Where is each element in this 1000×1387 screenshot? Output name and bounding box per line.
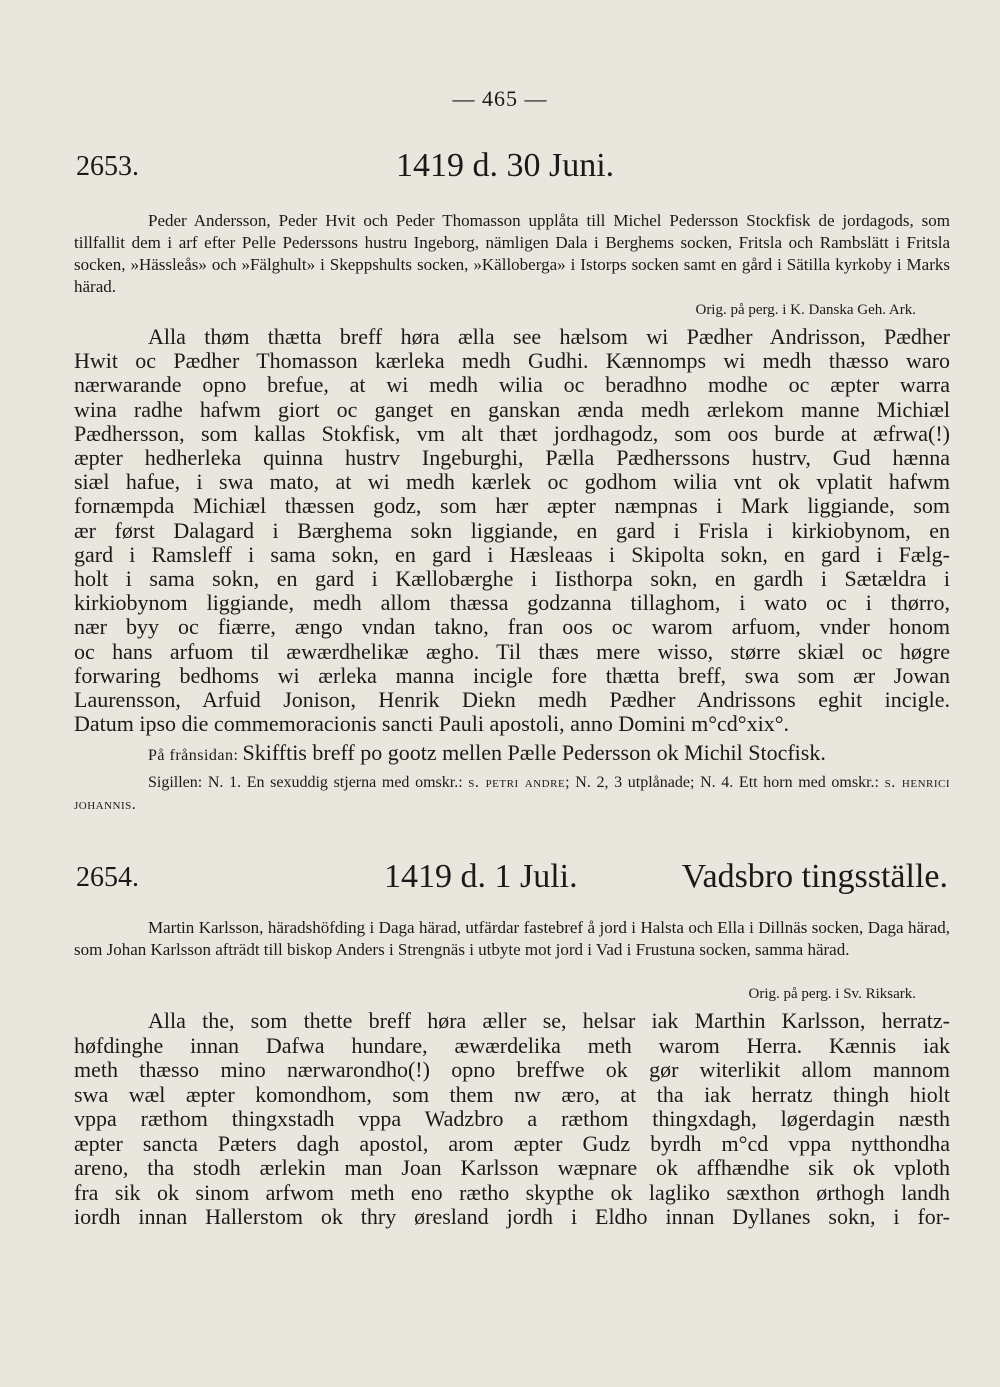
text-line: oc hans arfuom til æwærdhelikæ ægho. Til thæs mere wisso, større skiæl oc høgre bbox=[74, 638, 950, 664]
text-line: æpter sancta Pæters dagh apostol, arom æpter Gudz byrdh m°cd vppa nytthondha bbox=[74, 1130, 950, 1156]
seals-intro: Sigillen: N. 1. En sexuddig stjerna med omskr.: bbox=[148, 774, 463, 791]
text-line: nær byy oc fiærre, ængo vndan takno, fran oos oc warom arfuom, vnder honom bbox=[74, 614, 950, 640]
text-line: areno, tha stodh ærlekin man Joan Karlsson wæpnare ok affhændhe sik ok vploth bbox=[74, 1155, 950, 1180]
backside-label: På frånsidan: bbox=[148, 747, 239, 764]
regest-text: Martin Karlsson, häradshöfding i Daga härad, utfärdar fastebref å jord i Halsta och Ella i Dillnäs socken, Daga härad, som Johan Karlsson afträdt till biskop Anders i Strengnäs i utbyte mot jord i Vad i Frustuna socken, samma härad. bbox=[74, 918, 950, 959]
source-note-2654: Orig. på perg. i Sv. Riksark. bbox=[748, 986, 916, 1002]
text-line: wina radhe hafwm giort oc ganget en ganskan ænda medh ærlekom manne Michiæl bbox=[74, 396, 950, 422]
page-number: — 465 — bbox=[452, 86, 548, 111]
text-line: Datum ipso die commemoracionis sancti Pauli apostoli, anno Domini m°cd°xix°. bbox=[74, 711, 790, 737]
entry-header-2653 bbox=[74, 145, 954, 189]
regest-2653 bbox=[74, 210, 950, 298]
text-line: høfdinghe innan Dafwa hundare, æwærdelika meth warom Herra. Kænnis iak bbox=[74, 1032, 950, 1058]
text-line: swa wæl æpter komondhom, som them nw æro, at tha iak herratz thingh hiolt bbox=[74, 1081, 950, 1107]
seals-end: . bbox=[131, 796, 136, 813]
text-line: kirkiobynom liggiande, medh allom thæssa godzanna tillaghom, i wato oc i thørro, bbox=[74, 590, 950, 616]
entry-date: 1419 d. 1 Juli. bbox=[384, 858, 578, 895]
text-line: ær først Dalagard i Bærghema sokn liggiande, en gard i Frisla i kirkiobynom, en bbox=[74, 517, 950, 543]
seals-note-2653 bbox=[74, 772, 950, 816]
text-line: Alla thøm thætta breff høra ælla see hælsom wi Pædher Andrisson, Pædher bbox=[148, 324, 950, 349]
seals-text bbox=[74, 772, 950, 816]
entry-number: 2654. bbox=[76, 862, 139, 893]
entry-date: 1419 d. 30 Juni. bbox=[396, 147, 615, 184]
entry-number: 2653. bbox=[76, 151, 139, 182]
backside-note-2653 bbox=[148, 740, 950, 766]
entry-place: Vadsbro tingsställe. bbox=[681, 858, 948, 895]
text-line: æpter hedherleka quinna hustrv Ingeburghi, Pælla Pædherssons hustrv, Gud hænna bbox=[74, 445, 950, 471]
charter-text-2653 bbox=[74, 325, 950, 736]
entry-header-2654 bbox=[74, 856, 954, 900]
text-line: nærwarande opno brefue, at wi medh wilia oc beradhno modhe oc æpter warra bbox=[74, 372, 950, 398]
seal-legend: s. petri andre bbox=[468, 774, 566, 791]
text-line: Laurensson, Arfuid Jonison, Henrik Diekn medh Pædher Andrissons eghit incigle. bbox=[74, 687, 950, 713]
text-line: gard i Ramsleff i sama sokn, en gard i Hæsleaas i Skipolta sokn, en gard i Fælg- bbox=[74, 541, 950, 567]
seal-legend: s. henrici johannis bbox=[74, 774, 951, 813]
text-line: iordh innan Hallerstom ok thry øresland jordh i Eldho innan Dyllanes sokn, i for- bbox=[74, 1204, 950, 1229]
text-line: fornæmpda Michiæl thæssen godz, som hær æpter næmpnas i Mark liggiande, som bbox=[74, 493, 950, 519]
regest-2654 bbox=[74, 917, 950, 961]
regest-text: Peder Andersson, Peder Hvit och Peder Thomasson upplåta till Michel Pedersson Stockfisk de jordagods, som tillfallit dem i arf efter Pelle Pederssons hustru Ingeborg, nämligen Dala i Berghems socken, Fritsla och Rambslätt i Fritsla socken, »Hässleås» och »Fälghult» i Skeppshults socken, »Källoberga» i Istorps socken samt en gård i Sätilla kyrkoby i Marks härad. bbox=[74, 211, 950, 296]
source-note-2653: Orig. på perg. i K. Danska Geh. Ark. bbox=[695, 302, 916, 318]
seals-middle: ; N. 2, 3 utplånade; N. 4. Ett horn med omskr.: bbox=[565, 774, 879, 791]
text-line: vppa ræthom thingxstadh vppa Wadzbro a ræthom thingxdagh, løgerdagin næsth bbox=[74, 1106, 950, 1131]
text-line: holt i sama sokn, en gard i Kællobærghe i Iisthorpa sokn, en gardh i Sætældra i bbox=[74, 566, 950, 592]
text-line: Pædhersson, som kallas Stokfisk, vm alt thæt jordhagodz, som oos burde at æfrwa(!) bbox=[74, 420, 950, 446]
backside-text: Skifftis breff po gootz mellen Pælle Pedersson ok Michil Stocfisk. bbox=[242, 740, 826, 765]
text-line: meth thæsso mino nærwarondho(!) opno breffwe ok gør witerlikit allom mannom bbox=[74, 1057, 950, 1082]
text-line: Hwit oc Pædher Thomasson kærleka medh Gudhi. Kænnomps wi medh thæsso waro bbox=[74, 348, 950, 374]
text-line: Alla the, som thette breff høra æller se, helsar iak Marthin Karlsson, herratz- bbox=[148, 1008, 950, 1033]
charter-text-2654 bbox=[74, 1009, 950, 1230]
text-line: forwaring bedhoms wi ærleka manna incigle fore thætta breff, swa som ær Jowan bbox=[74, 662, 950, 688]
text-line: siæl hafue, i swa mato, at wi medh kærlek oc godhom wilia vnt ok vplatit hafwm bbox=[74, 469, 950, 495]
text-line: fra sik ok sinom arfwom meth eno rætho skypthe ok lagliko sæxthon ørthogh landh bbox=[74, 1179, 950, 1205]
